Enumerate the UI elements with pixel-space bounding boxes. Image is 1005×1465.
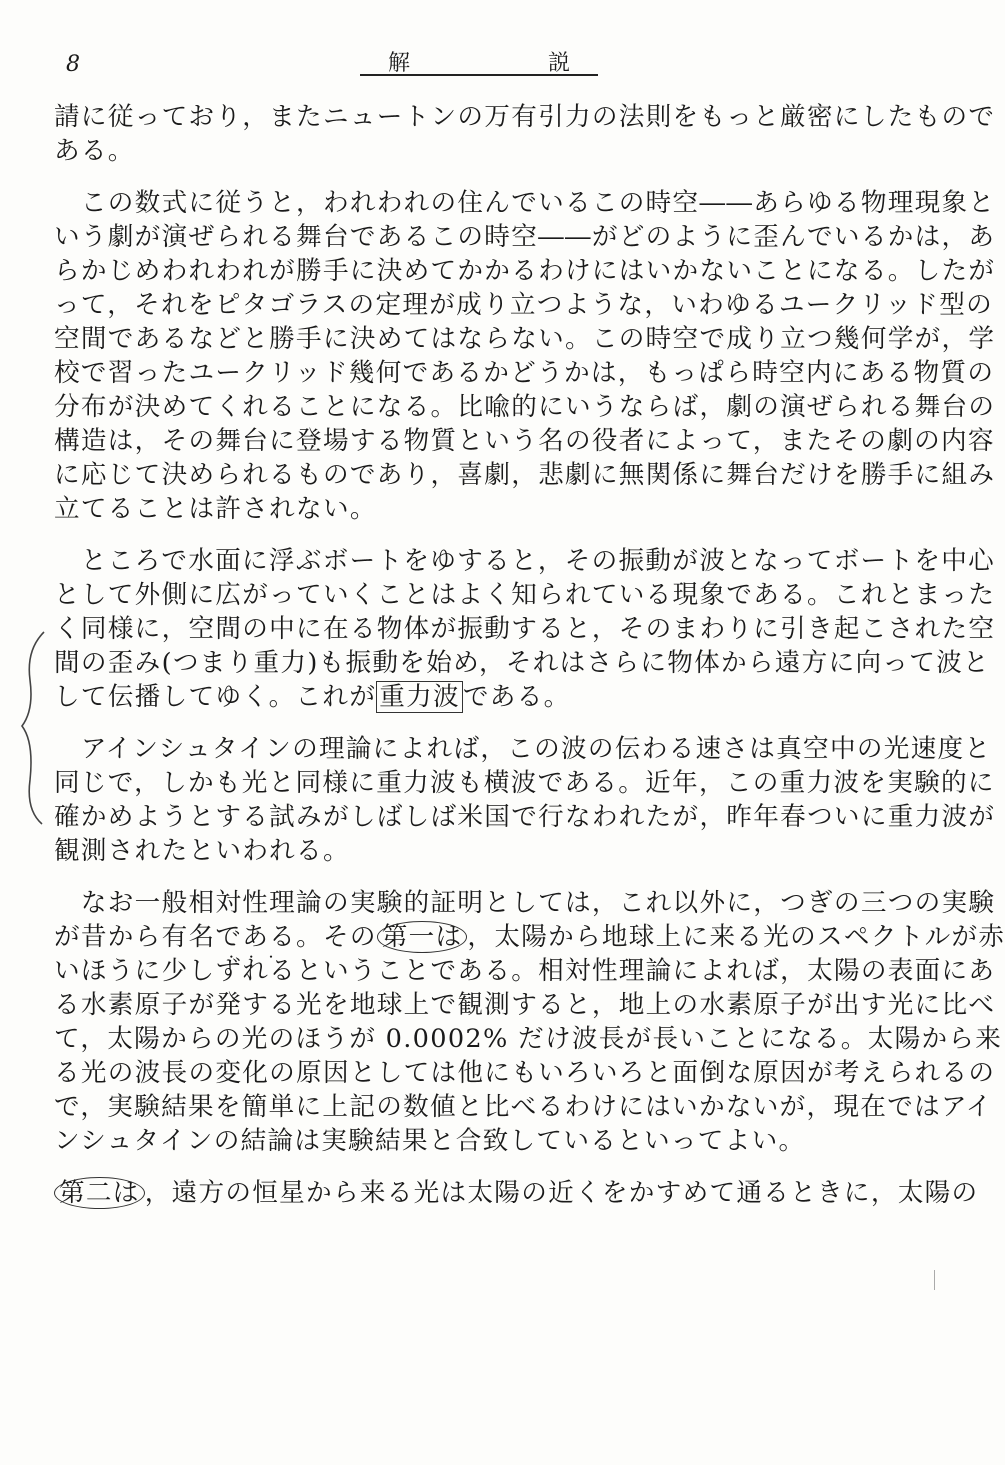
margin-mark	[934, 1270, 939, 1290]
text-line: 観測されたといわれる。	[54, 836, 350, 866]
paragraph	[54, 186, 996, 526]
text-segment: いほうに少し	[54, 956, 216, 986]
circled-term: 第二は	[54, 1177, 145, 1209]
text-line: って，それをピタゴラスの定理が成り立つような，いわゆるユークリッド型の	[54, 290, 993, 320]
boxed-term: 重力波	[376, 681, 463, 713]
text-line: 立てることは許されない。	[54, 494, 377, 524]
text-line	[54, 954, 996, 988]
text-line: で，実験結果を簡単に上記の数値と比べるわけにはいかないが，現在ではアイ	[54, 1092, 993, 1122]
text-line: に応じて決められるものであり，喜劇，悲劇に無関係に舞台だけを勝手に組み	[54, 460, 996, 490]
text-segment: ，太陽から地球上に来る光のスペクトルが赤	[467, 922, 1005, 952]
text-line	[54, 920, 1005, 954]
text-line: 校で習ったユークリッド幾何であるかどうかは，もっぱら時空内にある物質の	[54, 358, 995, 388]
text-line: として外側に広がっていくことはよく知られている現象である。これとまった	[54, 580, 996, 610]
text-line	[54, 680, 914, 714]
circled-term: 第一は	[377, 921, 468, 953]
text-line: る水素原子が発する光を地球上で観測すると，地上の水素原子が出す光に比べ	[54, 990, 996, 1020]
text-line: 構造は，その舞台に登場する物質という名の役者によって，またその劇の内容	[54, 426, 995, 456]
text-segment: である。	[462, 682, 571, 712]
body-text	[54, 100, 1005, 1210]
text-line: ある。	[54, 136, 135, 166]
text-line: 確かめようとする試みがしばしば米国で行なわれたが，昨年春ついに重力波が	[54, 802, 996, 832]
text-line: ンシュタインの結論は実験結果と合致しているといってよい。	[54, 1126, 806, 1156]
paragraph	[54, 544, 996, 714]
text-line: て，太陽からの光のほうが 0.0002% だけ波長が長いことになる。太陽から来	[54, 1024, 1003, 1054]
section-title-left: 解	[388, 51, 411, 76]
text-line: アインシュタインの理論によれば，この波の伝わる速さは真空中の光速度と	[54, 734, 992, 764]
page-header	[0, 42, 966, 82]
text-line: いう劇が演ぜられる舞台であるこの時空――がどのように歪んでいるかは，あ	[54, 222, 996, 252]
text-line: 分布が決めてくれることになる。比喩的にいうならば，劇の演ぜられる舞台の	[54, 392, 996, 422]
text-line: この数式に従うと，われわれの住んでいるこの時空――あらゆる物理現象と	[54, 188, 996, 218]
text-segment: が昔から有名である。その	[54, 922, 377, 952]
text-segment: ということである。相対性理論によれば，太陽の表面にあ	[296, 956, 996, 986]
text-line: ところで水面に浮ぶボートをゆすると，その振動が波となってボートを中心	[54, 546, 996, 576]
text-line	[54, 1176, 979, 1210]
section-title	[360, 46, 598, 76]
text-line: る光の波長の変化の原因としては他にもいろいろと面倒な原因が考えられるの	[54, 1058, 996, 1088]
text-segment: して伝播してゆく。これが	[54, 682, 377, 712]
emphasis-dotted-term: ・ ・ ・ ずれる	[215, 956, 296, 986]
paragraph	[54, 886, 1005, 1158]
text-line: なお一般相対性理論の実験的証明としては，これ以外に，つぎの三つの実験	[54, 888, 996, 918]
text-line: く同様に，空間の中に在る物体が振動すると，そのまわりに引き起こされた空	[54, 614, 996, 644]
text-line: らかじめわれわれが勝手に決めてかかるわけにはいかないことになる。したが	[54, 256, 996, 286]
text-segment: ，遠方の恒星から来る光は太陽の近くをかすめて通るときに，太陽の	[144, 1178, 979, 1208]
section-title-right: 説	[547, 51, 570, 76]
text-line: 間の歪み(つまり重力)も振動を始め，それはさらに物体から遠方に向って波と	[54, 648, 990, 678]
page-number: 8	[66, 52, 80, 77]
text-line: 同じで，しかも光と同様に重力波も横波である。近年，この重力波を実験的に	[54, 768, 995, 798]
text-line: 空間であるなどと勝手に決めてはならない。この時空で成り立つ幾何学が，学	[54, 324, 996, 354]
text-line: 請に従っており，またニュートンの万有引力の法則をもっと厳密にしたもので	[54, 102, 996, 132]
paragraph	[54, 732, 996, 868]
paragraph	[54, 1176, 979, 1210]
paragraph	[54, 100, 996, 168]
handwritten-brace-mark	[18, 630, 48, 826]
